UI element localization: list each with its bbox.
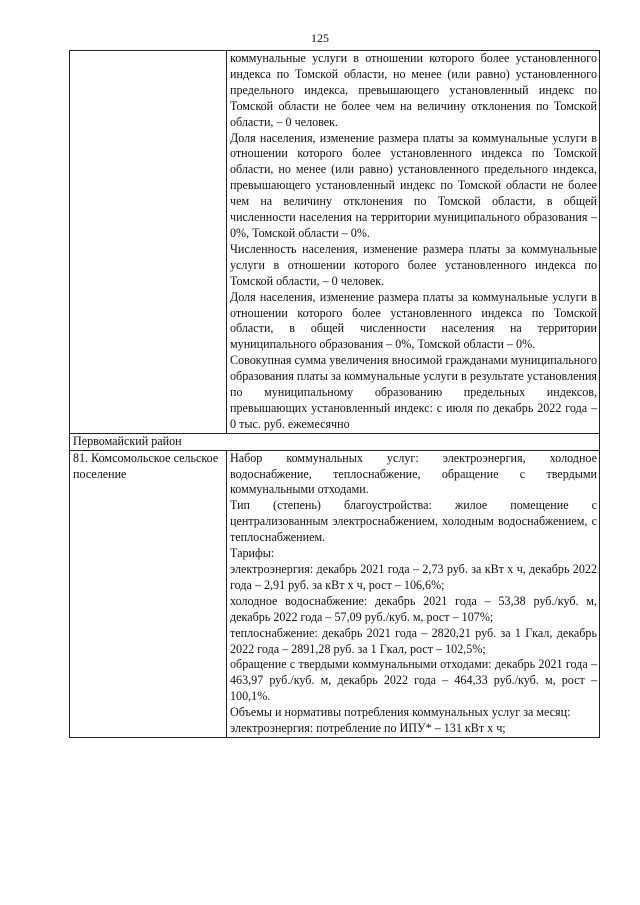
paragraph: коммунальные услуги в отношении которого более установленного индекса по Томской области, но менее (или равно) установленного предельного индекса, превышающего установленный индекс по Томской области не более чем на величину отклонения по Томской области, – 0 человек. [230,51,597,129]
empty-name-cell [70,51,227,434]
paragraph: теплоснабжение: декабрь 2021 года – 2820,21 руб. за 1 Гкал, декабрь 2022 года – 2891,28 руб. за 1 Гкал, рост – 102,5%; [230,625,597,656]
paragraph: Объемы и нормативы потребления коммунальных услуг за месяц: [230,705,571,720]
table-row-entry [70,450,600,737]
paragraph: Набор коммунальных услуг: электроэнергия, холодное водоснабжение, теплоснабжение, обращение с твердыми коммунальными отходами. [230,450,597,497]
paragraph: Доля населения, изменение размера платы за коммунальные услуги в отношении которого более установленного индекса по Томской области, но менее (или равно) установленного предельного индекса, превышающего установленный индекс по Томской области не более чем на величину отклонения по Томской области, в общей численности населения на территории муниципального образования – 0%, Томской области – 0%. [230,130,597,240]
paragraph: Совокупная сумма увеличения вносимой гражданами муниципального образования платы за коммунальные услуги в результате установления по муниципальному образованию предельных индексов, превышающих установленный индекс: с июля по декабрь 2022 года – 0 тыс. руб. ежемесячно [230,353,597,431]
paragraph: Тип (степень) благоустройства: жилое помещение с централизованным электроснабжением, холодным водоснабжением, с теплоснабжением. [230,498,597,545]
page-number: 125 [311,31,329,45]
paragraph: Тарифы: [230,546,275,561]
paragraph: Доля населения, изменение размера платы за коммунальные услуги в отношении которого более установленного индекса по Томской области, в общей численности населения на территории муниципального образования – 0%, Томской области – 0%. [230,289,597,352]
continuation-cell [227,51,600,434]
table-row-section [70,433,600,450]
paragraph: электроэнергия: декабрь 2021 года – 2,73 руб. за кВт х ч, декабрь 2022 года – 2,91 руб. за кВт х ч, рост – 106,6%; [230,562,597,592]
section-title: Первомайский район [70,433,600,450]
paragraph: холодное водоснабжение: декабрь 2021 года – 53,38 руб./куб. м, декабрь 2022 года – 57,09 руб./куб. м, рост – 107%; [230,593,597,624]
table-row-continuation [70,51,600,434]
paragraph: электроэнергия: потребление по ИПУ* – 131 кВт х ч; [230,721,506,736]
paragraph: Численность населения, изменение размера платы за коммунальные услуги в отношении которого более установленного индекса по Томской области, – 0 человек. [230,241,597,288]
entry-details [227,450,600,737]
data-table [69,50,600,738]
entry-name: 81. Комсомольское сельское поселение [70,450,227,737]
paragraph: обращение с твердыми коммунальными отходами: декабрь 2021 года – 463,97 руб./куб. м, декабрь 2022 года – 464,33 руб./куб. м, рост – 100,1%. [230,657,597,704]
